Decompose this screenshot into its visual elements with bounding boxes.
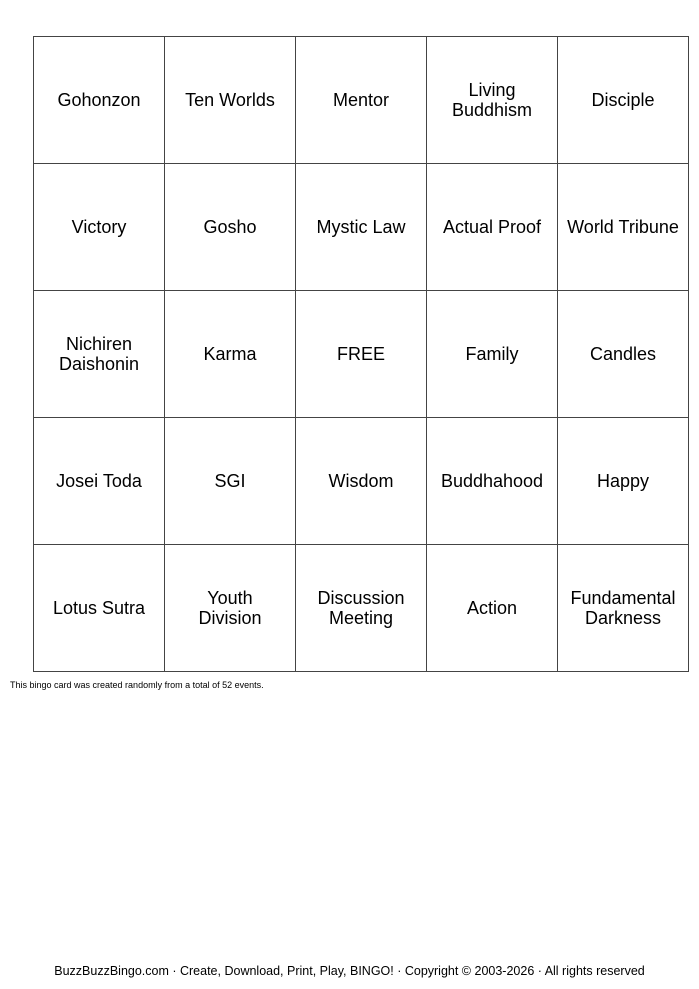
card-cell: Gohonzon [34, 37, 165, 164]
card-row-3 [34, 291, 689, 418]
card-cell: Wisdom [296, 418, 427, 545]
card-cell: Josei Toda [34, 418, 165, 545]
card-cell: Action [427, 545, 558, 672]
card-cell: Family [427, 291, 558, 418]
card-cell: World Tribune [558, 164, 689, 291]
card-cell: Ten Worlds [165, 37, 296, 164]
card-cell: Candles [558, 291, 689, 418]
card-cell: Karma [165, 291, 296, 418]
card-cell: Gosho [165, 164, 296, 291]
card-cell: Happy [558, 418, 689, 545]
card-cell: Fundamental Darkness [558, 545, 689, 672]
card-cell: Victory [34, 164, 165, 291]
free-space-cell: FREE [296, 291, 427, 418]
card-cell: Buddhahood [427, 418, 558, 545]
card-row-1 [34, 37, 689, 164]
card-row-4 [34, 418, 689, 545]
card-row-2 [34, 164, 689, 291]
card-cell: Lotus Sutra [34, 545, 165, 672]
card-cell: Living Buddhism [427, 37, 558, 164]
card-row-5 [34, 545, 689, 672]
page-footer: BuzzBuzzBingo.com · Create, Download, Print, Play, BINGO! · Copyright © 2003-2026 · All rights reserved [54, 964, 645, 978]
card-cell: SGI [165, 418, 296, 545]
card-cell: Mentor [296, 37, 427, 164]
card-cell: Actual Proof [427, 164, 558, 291]
card-cell: Mystic Law [296, 164, 427, 291]
card-cell: Nichiren Daishonin [34, 291, 165, 418]
card-generation-note: This bingo card was created randomly from a total of 52 events. [10, 680, 264, 690]
card-cell: Youth Division [165, 545, 296, 672]
card-cell: Disciple [558, 37, 689, 164]
card-cell: Discussion Meeting [296, 545, 427, 672]
bingo-card [33, 36, 689, 672]
